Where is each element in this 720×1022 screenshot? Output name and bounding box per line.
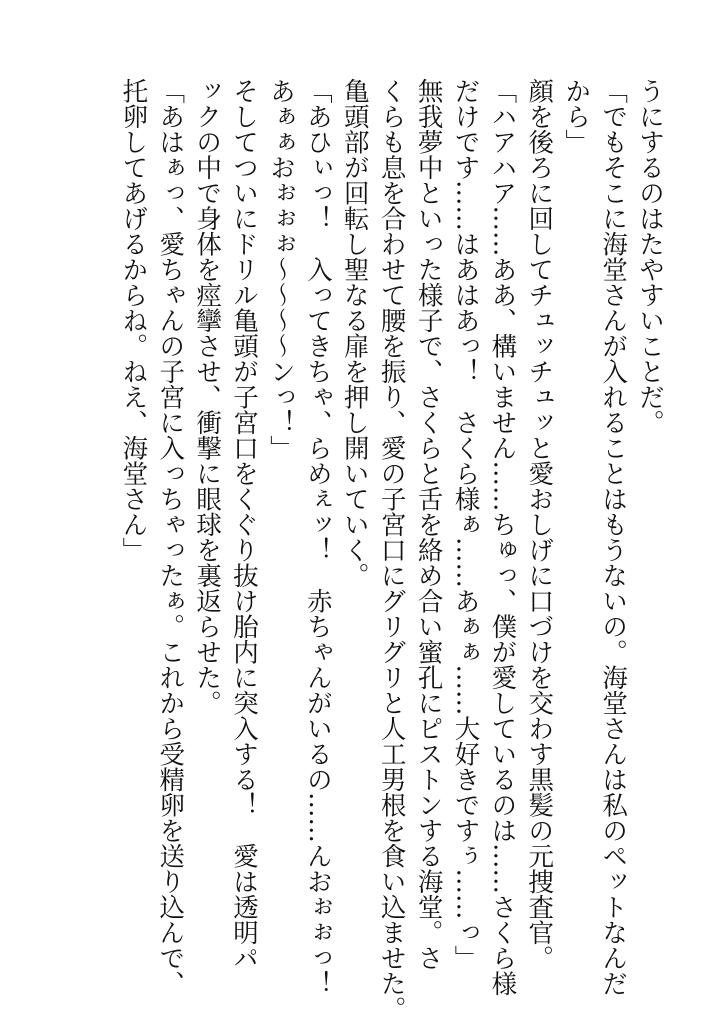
text-line-15: 托卵してあげるからね。ねえ、海堂さん」 bbox=[118, 78, 149, 563]
text-line-7: 無我夢中といった様子で、さくらと舌を絡め合い蜜孔にピストンする海堂。さ bbox=[413, 78, 444, 971]
text-line-2: 「でもそこに海堂さんが入れることはもうないの。海堂さんは私のペットなんだ bbox=[598, 78, 629, 996]
text-line-9: 亀頭部が回転し聖なる扉を押し開いていく。 bbox=[339, 78, 370, 588]
text-line-1: うにするのはたやすいことだ。 bbox=[635, 78, 665, 435]
vertical-text-body bbox=[114, 78, 668, 1022]
text-line-12: そしてついにドリル亀頭が子宮口をくぐり抜け胎内に突入する！ 愛は透明パ bbox=[229, 78, 260, 971]
text-line-14: 「あはぁっ、愛ちゃんの子宮に入っちゃったぁ。これから受精卵を送り込んで、 bbox=[155, 78, 186, 996]
text-line-10: 「あひぃっ！ 入ってきちゃ、らめぇッ！ 赤ちゃんがいるの……んおぉぉっ！ bbox=[302, 78, 333, 996]
text-line-6: だけです……はあはあっ！ さくら様ぁ……あぁぁ……大好きですぅ……っ」 bbox=[450, 78, 481, 971]
text-line-8: くらも息を合わせて腰を振り、愛の子宮口にグリグリと人工男根を食い込ませた。 bbox=[376, 78, 407, 1022]
text-line-11: あぁぁおぉぉぉ～～～～ンっ！」 bbox=[265, 78, 296, 461]
text-line-4: 顔を後ろに回してチュッチュッと愛おしげに口づけを交わす黒髪の元捜査官。 bbox=[524, 78, 555, 971]
text-line-3: から」 bbox=[561, 78, 592, 155]
text-line-5: 「ハアハア……ああ、構いません……ちゅっ、僕が愛しているのは……さくら様 bbox=[487, 78, 518, 996]
text-line-13: ックの中で身体を痙攣させ、衝撃に眼球を裏返らせた。 bbox=[192, 78, 223, 716]
